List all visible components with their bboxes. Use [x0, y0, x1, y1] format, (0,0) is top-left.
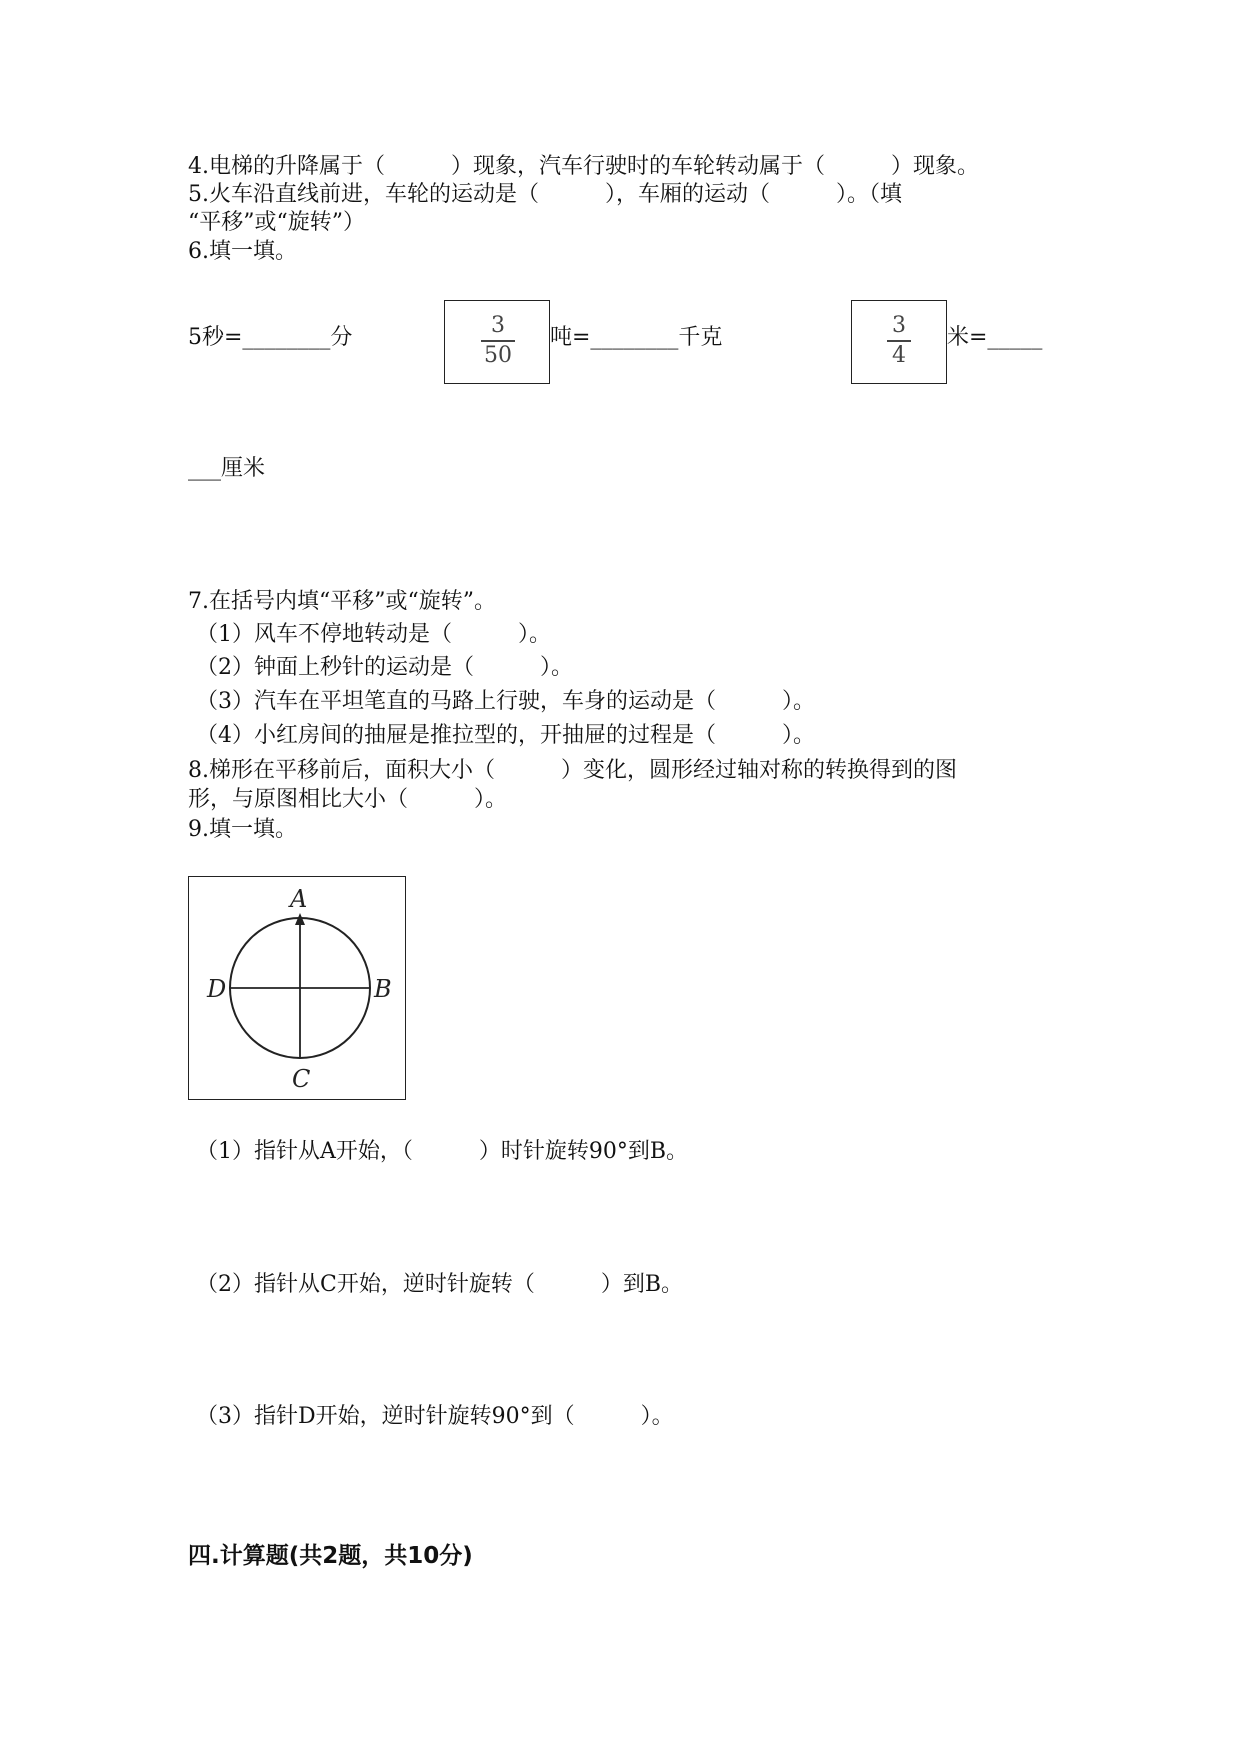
- fraction-bar: [481, 340, 515, 342]
- clock-dial-figure: [188, 876, 406, 1100]
- q6-item-seconds: 5秒=________分: [188, 325, 353, 350]
- dial-diagram: [189, 877, 405, 1099]
- fraction-denominator: 4: [892, 342, 906, 368]
- label-c: C: [292, 1065, 311, 1093]
- fraction-box-2: [851, 300, 947, 384]
- fraction-3-4: [887, 313, 911, 369]
- fraction-box-1: [444, 300, 550, 384]
- question-7: 7.在括号内填“平移”或“旋转”。: [188, 589, 496, 614]
- q6-item-meters-continued: ___厘米: [188, 456, 266, 481]
- q6-item-meters: 米=_____: [947, 325, 1043, 350]
- question-8-line-2: 形，与原图相比大小（ ）。: [188, 787, 508, 812]
- fraction-numerator: 3: [892, 313, 906, 338]
- question-7-4: （4）小红房间的抽屉是推拉型的，开抽屉的过程是（ ）。: [196, 723, 815, 748]
- q6-item-tons: 吨=________千克: [550, 325, 723, 350]
- question-7-1: （1）风车不停地转动是（ ）。: [196, 622, 551, 647]
- label-a: A: [290, 885, 308, 913]
- section-4-title: 四.计算题(共2题，共10分): [188, 1543, 473, 1569]
- question-5-line-1: 5.火车沿直线前进，车轮的运动是（ ），车厢的运动（ ）。（填: [188, 182, 902, 207]
- fraction-bar: [887, 340, 911, 342]
- label-b: B: [374, 975, 392, 1003]
- fraction-3-50: [481, 313, 515, 369]
- question-9: 9.填一填。: [188, 817, 297, 842]
- label-d: D: [207, 975, 227, 1003]
- fraction-numerator: 3: [491, 313, 505, 338]
- question-7-3: （3）汽车在平坦笔直的马路上行驶，车身的运动是（ ）。: [196, 689, 815, 714]
- question-8-line-1: 8.梯形在平移前后，面积大小（ ）变化，圆形经过轴对称的转换得到的图: [188, 758, 957, 783]
- question-7-2: （2）钟面上秒针的运动是（ ）。: [196, 655, 573, 680]
- fraction-denominator: 50: [484, 342, 512, 368]
- question-9-3: （3）指针D开始，逆时针旋转90°到（ ）。: [196, 1404, 674, 1429]
- question-6: 6.填一填。: [188, 239, 297, 264]
- question-5-line-2: “平移”或“旋转”）: [188, 210, 365, 235]
- question-9-2: （2）指针从C开始，逆时针旋转（ ）到B。: [196, 1272, 683, 1297]
- question-9-1: （1）指针从A开始，（ ）时针旋转90°到B。: [196, 1139, 689, 1164]
- question-4: 4.电梯的升降属于（ ）现象，汽车行驶时的车轮转动属于（ ）现象。: [188, 154, 979, 179]
